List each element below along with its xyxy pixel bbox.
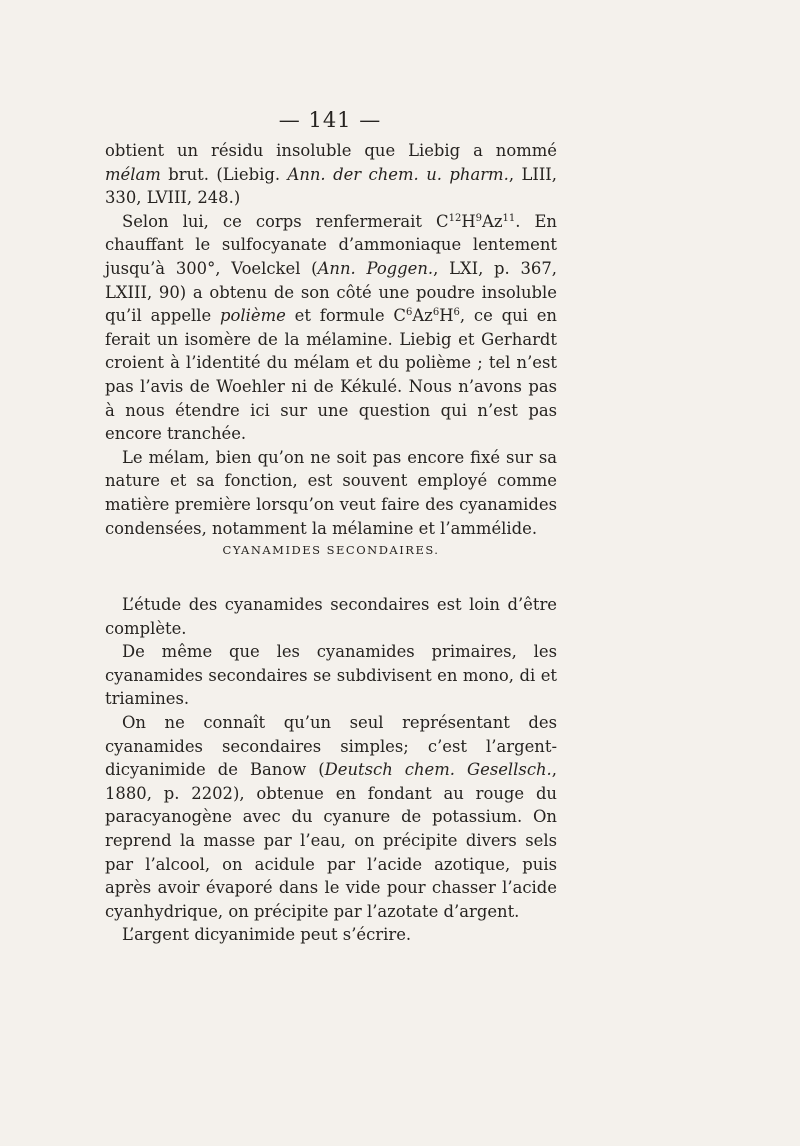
text-run: brut. (Liebig.	[160, 164, 288, 184]
italic-term: mélam	[105, 164, 161, 184]
text-run: . En chauffant le sulfocyanate d’ammoniaque lentement jusqu’à 300°, Voelckel (	[105, 211, 557, 278]
formula-subscript: 12	[448, 212, 462, 224]
text-block-bottom	[105, 593, 557, 947]
page-number: — 141 —	[278, 108, 382, 132]
text-run: obtient un résidu insoluble que Liebig a nommé	[105, 141, 557, 160]
text-run: , 1880, p. 2202), obtenue en fondant au rouge du paracyanogène avec du cyanure de potassium. On reprend la masse par l’eau, on précipite divers sels par l’alcool, on acidule par l’acide azotique, puis après avoir évaporé dans le vide pour chasser l’acide cyanhydrique, on précipite par l’azotate d’argent.	[105, 760, 557, 921]
text-block-top	[105, 139, 557, 540]
text-run: et formule C	[285, 306, 406, 326]
formula-subscript: 9	[475, 212, 482, 224]
text-run: Az	[412, 306, 433, 326]
text-run: , ce qui en ferait un isomère de la mélamine. Liebig et Gerhardt croient à l’identité du mélam et du polième ; tel n’est pas l’avis de Woehler ni de Kékulé. Nous n’avons pas à nous étendre ici sur une question qui n’est pas encore tranchée.	[105, 306, 557, 444]
journal-reference: Deutsch chem. Gesellsch.	[324, 760, 552, 780]
paragraph	[105, 139, 557, 210]
paragraph: Le mélam, bien qu’on ne soit pas encore fixé sur sa nature et sa fonction, est souvent employé comme matière première lorsqu’on veut faire des cyanamides condensées, notamment la mélamine et l’ammélide.	[105, 447, 557, 538]
paragraph: L’étude des cyanamides secondaires est loin d’être complète.	[105, 595, 557, 638]
text-run: On ne connaît qu’un seul représentant des cyanamides secondaires simples; c’est l’argent-dicyanimide de Banow (	[105, 712, 557, 780]
text-run: H	[461, 211, 476, 231]
formula-subscript: 6	[432, 307, 440, 319]
formula-subscript: 11	[502, 212, 516, 224]
formula-subscript: 6	[405, 307, 413, 319]
text-run: Az	[482, 211, 503, 231]
paragraph	[105, 711, 557, 923]
journal-reference: Ann. Poggen.	[317, 258, 434, 278]
italic-term: polième	[220, 306, 286, 326]
text-run: , LIII, 330, LVIII, 248.)	[105, 164, 557, 208]
paragraph	[105, 210, 557, 446]
journal-reference: Ann. der chem. u. pharm.	[287, 164, 509, 184]
section-heading: CYANAMIDES SECONDAIRES.	[222, 543, 440, 557]
formula-subscript: 6	[453, 307, 460, 319]
paragraph: L’argent dicyanimide peut s’écrire.	[122, 925, 412, 945]
paragraph: De même que les cyanamides primaires, les cyanamides secondaires se subdivisent en mono, di et triamines.	[105, 642, 557, 709]
text-run: , LXI, p. 367, LXIII, 90) a obtenu de son côté une poudre insoluble qu’il appelle	[105, 258, 557, 326]
text-run: Selon lui, ce corps renfermerait C	[122, 211, 449, 231]
text-run: H	[439, 306, 454, 326]
